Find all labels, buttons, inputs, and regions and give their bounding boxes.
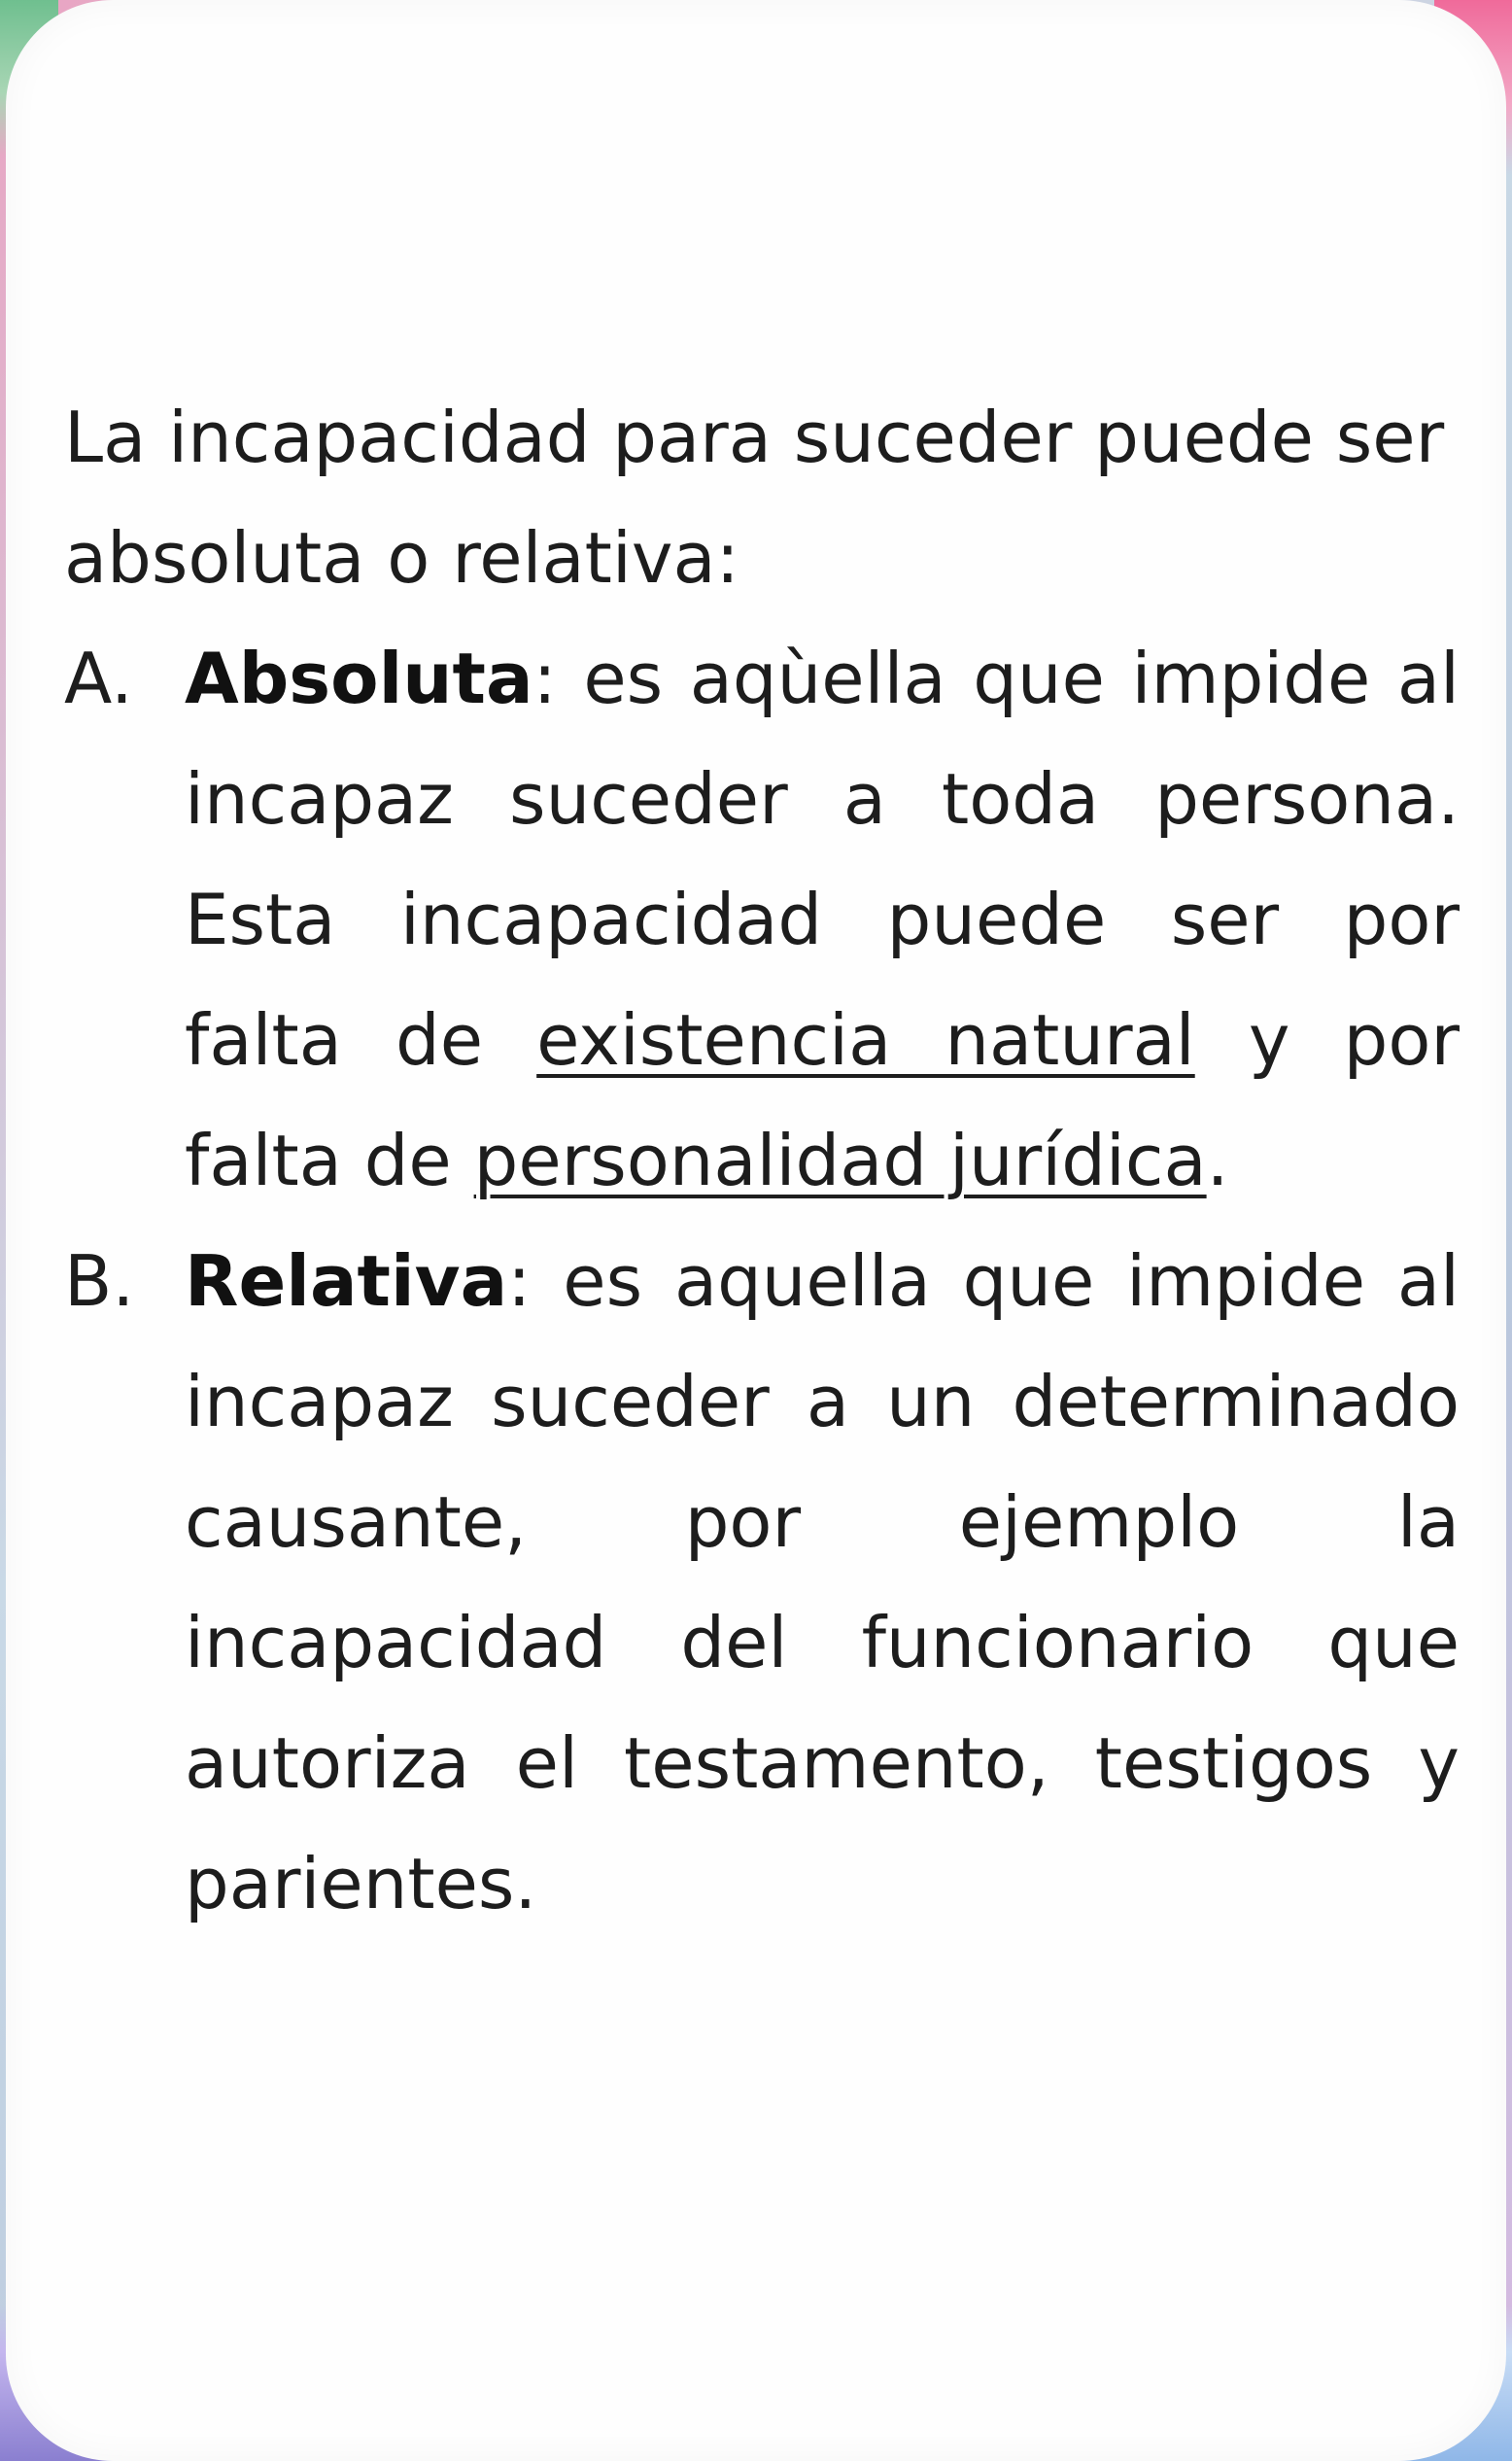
card-content xyxy=(64,377,1460,1944)
term-relativa: Relativa xyxy=(185,1240,508,1322)
term-colon: : xyxy=(507,1240,532,1322)
underlined-personalidad-juridica: personalidad jurídica xyxy=(473,1120,1207,1201)
term-absoluta: Absoluta xyxy=(185,638,533,719)
definition-text: es aquella que impide al incapaz suceder a un determinado causante, por ejemplo la incapacidad del funcionario que autoriza el testamento, testigos y parientes. xyxy=(185,1240,1460,1924)
definition-text: es aqùella que impide al incapaz suceder a toda persona. Esta incapacidad puede ser por falta de xyxy=(185,638,1460,1081)
item-marker: B. xyxy=(64,1240,135,1322)
item-absoluta xyxy=(64,618,1460,1221)
flashcard xyxy=(6,0,1506,2461)
item-relativa xyxy=(64,1221,1460,1944)
definition-text: . xyxy=(1206,1120,1229,1201)
item-marker: A. xyxy=(64,638,133,719)
underlined-existencia-natural: existencia natural xyxy=(536,999,1195,1081)
term-colon: : xyxy=(533,638,557,719)
definition-text: y por falta de xyxy=(185,999,1460,1201)
intro-text: La incapacidad para suceder puede ser absoluta o relativa: xyxy=(64,397,1445,599)
